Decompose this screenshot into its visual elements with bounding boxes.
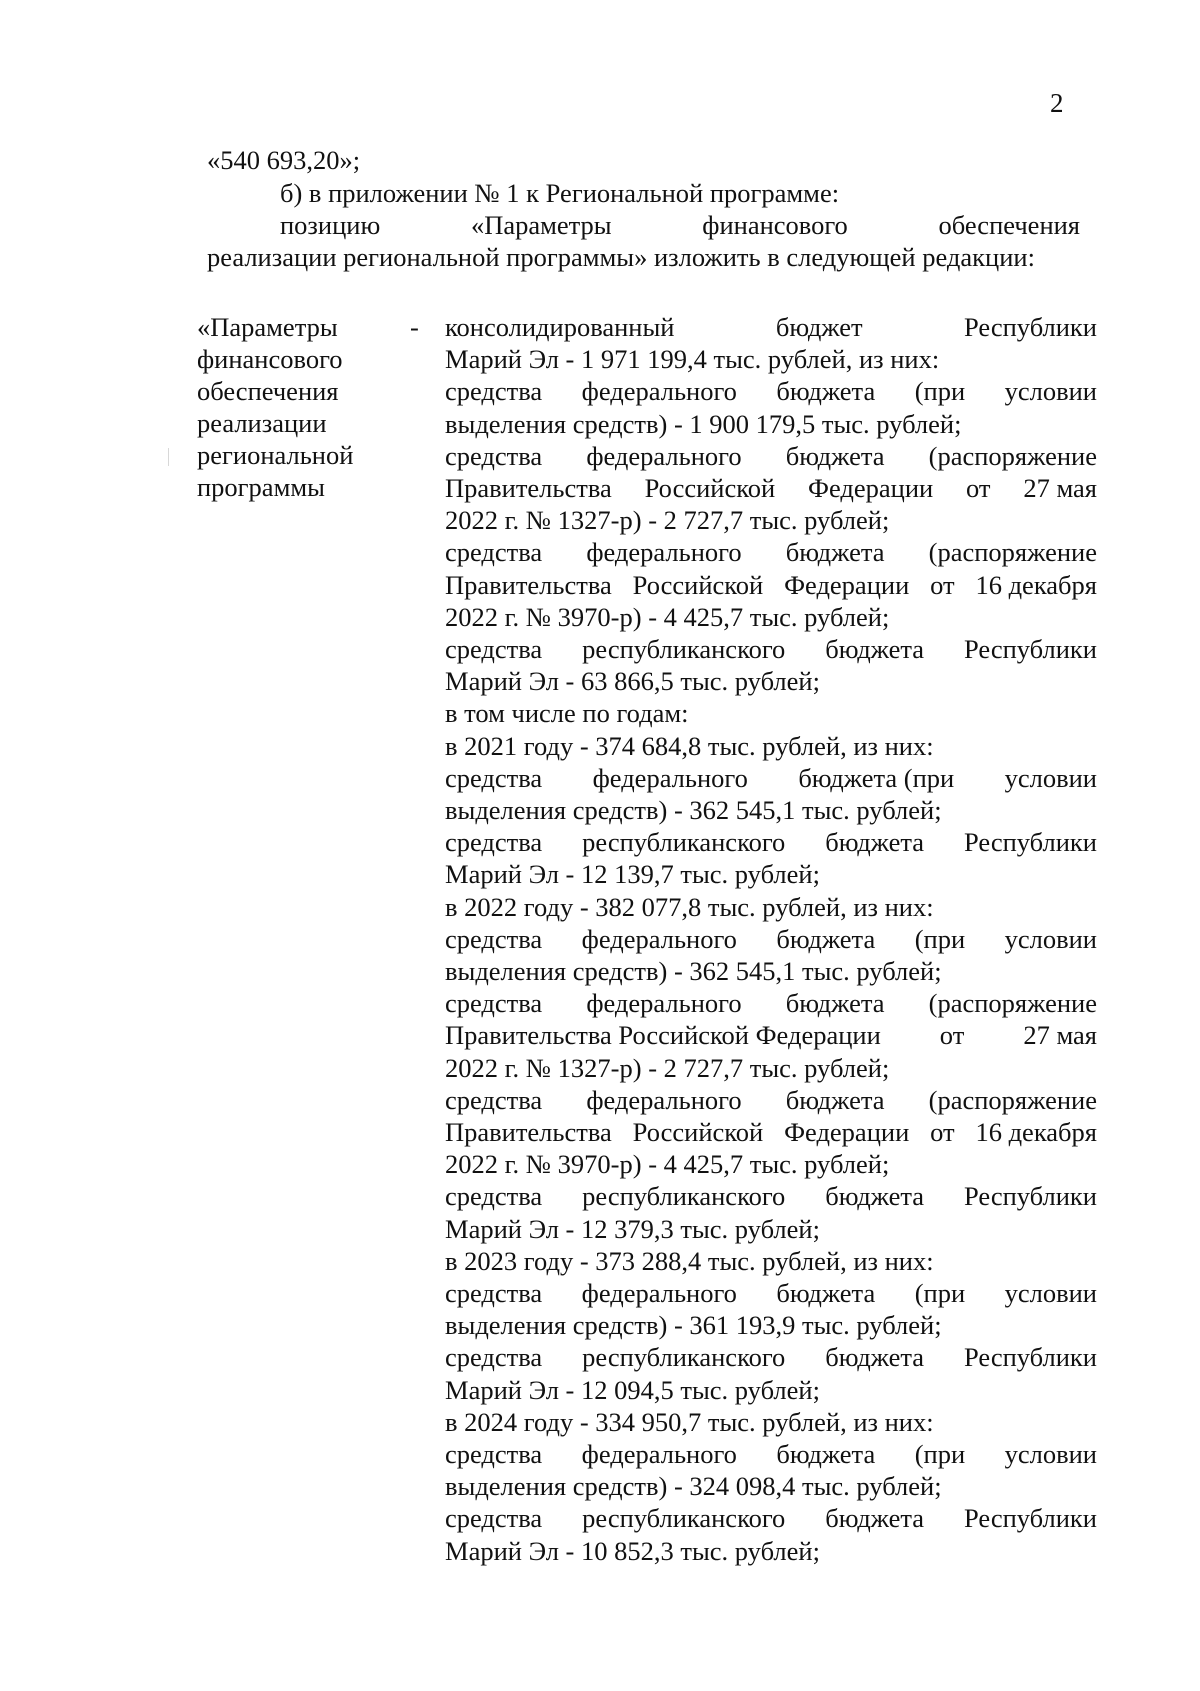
financing-word: Правительства xyxy=(445,473,612,503)
financing-word: средства xyxy=(445,1503,543,1534)
financing-line xyxy=(445,1503,1097,1533)
financing-word: бюджета xyxy=(776,923,876,954)
intro-line-4: реализации региональной программы» изложить в следующей редакции: xyxy=(207,242,1035,272)
financing-line: выделения средств) - 1 900 179,5 тыс. рублей; xyxy=(445,408,962,439)
financing-word: консолидированный xyxy=(445,312,675,342)
intro-word: финансового xyxy=(702,210,848,240)
financing-word: бюджета xyxy=(785,440,885,471)
financing-word: средства xyxy=(445,1181,543,1212)
financing-word: условии xyxy=(1004,1278,1097,1308)
financing-word: средства xyxy=(445,988,543,1019)
financing-word: бюджета xyxy=(825,1181,925,1212)
financing-word: Республики xyxy=(964,1342,1097,1373)
financing-word: (при xyxy=(914,376,966,407)
financing-word: федерального xyxy=(586,440,742,471)
financing-word: средства xyxy=(445,762,543,793)
financing-line xyxy=(445,1439,1097,1469)
financing-line xyxy=(445,1181,1097,1211)
financing-word: Республики xyxy=(964,312,1097,342)
financing-word: Российской xyxy=(632,569,764,600)
separator-dash: - xyxy=(410,312,419,342)
financing-word: федерального xyxy=(586,1084,742,1115)
financing-line: в том числе по годам: xyxy=(445,698,689,729)
financing-word: от xyxy=(930,569,955,600)
financing-line: выделения средств) - 324 098,4 тыс. рублей; xyxy=(445,1471,942,1502)
parameter-label-line: финансового xyxy=(197,344,343,374)
financing-word: 16 декабря xyxy=(975,569,1097,600)
financing-word: условии xyxy=(1004,1439,1097,1469)
financing-word: средства xyxy=(445,1439,543,1469)
financing-word: Федерации xyxy=(784,569,910,600)
financing-word: 16 декабря xyxy=(975,1117,1097,1147)
financing-word: Федерации xyxy=(784,1117,910,1147)
financing-line: Марий Эл - 63 866,5 тыс. рублей; xyxy=(445,666,820,697)
financing-line xyxy=(445,924,1097,954)
financing-word: от xyxy=(939,1020,965,1051)
financing-word: бюджета xyxy=(785,1084,885,1115)
financing-word: Российской xyxy=(632,1117,764,1147)
financing-word: бюджета xyxy=(825,827,925,858)
scan-mark xyxy=(168,448,169,466)
financing-word: 27 мая xyxy=(1023,1020,1097,1051)
financing-line xyxy=(445,634,1097,664)
financing-word: республиканского xyxy=(582,1342,786,1373)
financing-word: республиканского xyxy=(582,827,786,858)
financing-line xyxy=(445,1020,1097,1050)
financing-word: (распоряжение xyxy=(928,440,1097,471)
financing-line: в 2023 году - 373 288,4 тыс. рублей, из них: xyxy=(445,1245,934,1276)
financing-word: бюджета (при xyxy=(798,762,955,793)
financing-line: в 2021 году - 374 684,8 тыс. рублей, из них: xyxy=(445,730,934,761)
financing-line: Марий Эл - 12 139,7 тыс. рублей; xyxy=(445,859,820,890)
financing-line: в 2022 году - 382 077,8 тыс. рублей, из них: xyxy=(445,891,934,922)
financing-word: (распоряжение xyxy=(928,988,1097,1019)
financing-line: выделения средств) - 362 545,1 тыс. рублей; xyxy=(445,795,942,825)
financing-line xyxy=(445,1117,1097,1147)
financing-word: Республики xyxy=(964,1503,1097,1534)
financing-word: средства xyxy=(445,1342,543,1373)
financing-word: бюджет xyxy=(775,312,863,342)
financing-line: 2022 г. № 3970-р) - 4 425,7 тыс. рублей; xyxy=(445,1149,890,1180)
financing-word: средства xyxy=(445,923,543,954)
parameter-label-line: обеспечения xyxy=(197,376,339,406)
financing-word: федерального xyxy=(592,762,748,793)
financing-word: (при xyxy=(914,1278,966,1308)
financing-line: Марий Эл - 12 379,3 тыс. рублей; xyxy=(445,1213,820,1244)
financing-word: бюджета xyxy=(776,376,876,407)
financing-word: (при xyxy=(914,923,966,954)
financing-word: Республики xyxy=(964,634,1097,664)
financing-line xyxy=(445,473,1097,503)
intro-line-1: «540 693,20»; xyxy=(207,145,361,175)
financing-line xyxy=(445,1342,1097,1372)
financing-line xyxy=(445,312,1097,342)
financing-line: Марий Эл - 10 852,3 тыс. рублей; xyxy=(445,1535,820,1566)
financing-word: федерального xyxy=(581,1278,737,1308)
financing-line xyxy=(445,537,1097,567)
financing-word: средства xyxy=(445,1278,543,1308)
financing-line xyxy=(445,827,1097,857)
financing-word: средства xyxy=(445,440,543,471)
financing-word: бюджета xyxy=(825,634,925,664)
financing-line: Марий Эл - 1 971 199,4 тыс. рублей, из них: xyxy=(445,344,940,375)
financing-word: от xyxy=(966,473,991,503)
financing-word: средства xyxy=(445,1084,543,1115)
financing-word: бюджета xyxy=(776,1278,876,1308)
page-number: 2 xyxy=(1050,88,1064,118)
intro-word: обеспечения xyxy=(938,210,1080,240)
financing-word: федерального xyxy=(581,1439,737,1469)
financing-line: выделения средств) - 361 193,9 тыс. рублей; xyxy=(445,1310,942,1341)
financing-word: бюджета xyxy=(825,1342,925,1373)
financing-word: бюджета xyxy=(825,1503,925,1534)
financing-word: средства xyxy=(445,827,543,858)
financing-word: республиканского xyxy=(582,1181,786,1212)
financing-word: Российской xyxy=(644,473,776,503)
financing-word: (при xyxy=(914,1439,966,1469)
financing-line: Марий Эл - 12 094,5 тыс. рублей; xyxy=(445,1374,820,1405)
financing-word: (распоряжение xyxy=(928,1084,1097,1115)
intro-line-3 xyxy=(280,210,1080,240)
financing-line: выделения средств) - 362 545,1 тыс. рублей; xyxy=(445,956,942,986)
financing-word: условии xyxy=(1004,923,1097,954)
financing-word: условии xyxy=(1004,376,1097,407)
parameter-label-line: программы xyxy=(197,472,325,502)
financing-word: Республики xyxy=(964,1181,1097,1212)
parameter-label-line: «Параметры xyxy=(197,312,338,342)
financing-line: в 2024 году - 334 950,7 тыс. рублей, из них: xyxy=(445,1406,934,1437)
financing-line xyxy=(445,441,1097,471)
financing-word: бюджета xyxy=(785,988,885,1019)
intro-line-2: б) в приложении № 1 к Региональной программе: xyxy=(280,178,840,208)
financing-line xyxy=(445,376,1097,406)
financing-line: 2022 г. № 3970-р) - 4 425,7 тыс. рублей; xyxy=(445,601,890,632)
financing-line xyxy=(445,570,1097,600)
financing-word: федерального xyxy=(581,376,737,407)
financing-line xyxy=(445,763,1097,793)
parameter-label-line: реализации xyxy=(197,408,327,438)
financing-word: федерального xyxy=(586,537,742,568)
intro-word: «Параметры xyxy=(470,210,612,240)
financing-word: бюджета xyxy=(776,1439,876,1469)
parameter-label-line: региональной xyxy=(197,440,354,470)
financing-word: республиканского xyxy=(582,1503,786,1534)
financing-line xyxy=(445,1085,1097,1115)
financing-word: Правительства xyxy=(445,1117,612,1147)
financing-word: федерального xyxy=(586,988,742,1019)
financing-word: Правительства Российской Федерации xyxy=(445,1020,881,1051)
financing-word: Федерации xyxy=(808,473,934,503)
financing-word: средства xyxy=(445,537,543,568)
financing-word: 27 мая xyxy=(1023,473,1097,503)
financing-word: Правительства xyxy=(445,569,612,600)
financing-word: средства xyxy=(445,634,543,664)
financing-line xyxy=(445,988,1097,1018)
intro-word: позицию xyxy=(280,210,381,240)
financing-line xyxy=(445,1278,1097,1308)
financing-word: условии xyxy=(1004,762,1097,793)
financing-line: 2022 г. № 1327-р) - 2 727,7 тыс. рублей; xyxy=(445,1052,890,1083)
financing-word: федерального xyxy=(581,923,737,954)
financing-word: бюджета xyxy=(785,537,885,568)
financing-word: от xyxy=(930,1117,955,1147)
financing-word: республиканского xyxy=(582,634,786,664)
financing-word: Республики xyxy=(964,827,1097,858)
financing-word: средства xyxy=(445,376,543,407)
financing-line: 2022 г. № 1327-р) - 2 727,7 тыс. рублей; xyxy=(445,505,890,536)
financing-word: (распоряжение xyxy=(928,537,1097,568)
